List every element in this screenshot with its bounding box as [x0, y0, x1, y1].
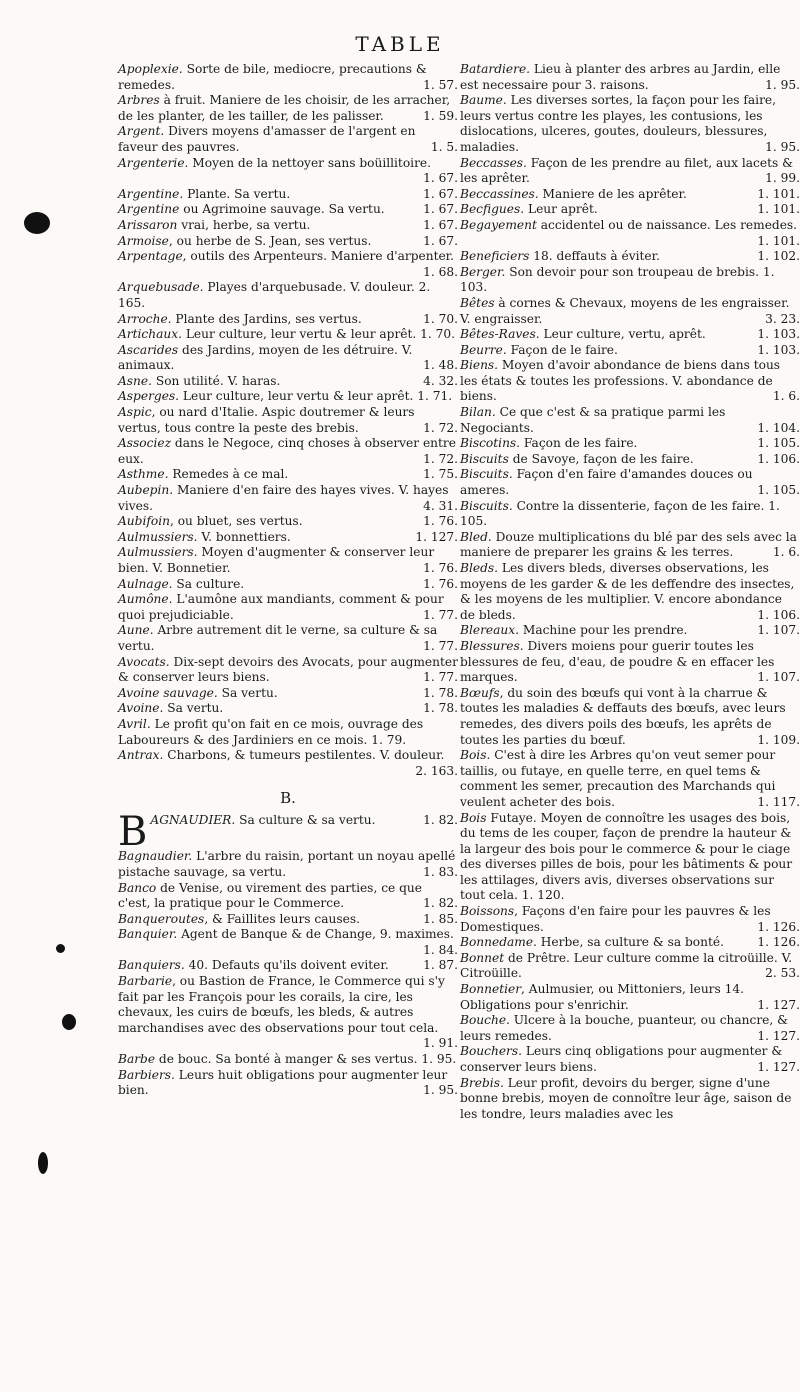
page-reference: 4. 31. [423, 498, 458, 513]
entry-description: Leur culture, leur vertu & leur aprêt. 1. 70. [181, 327, 456, 342]
entry-description: Leurs cinq obligations pour augmenter & conserver leurs biens. [460, 1044, 783, 1074]
entry-headword: Aulmussiers. [118, 529, 198, 544]
entry-description: V. bonnettiers. [197, 529, 291, 544]
index-entry [460, 62, 800, 93]
index-entry [460, 187, 800, 203]
page-reference: 1. 126. [757, 935, 800, 950]
page-reference: 1. 67. [423, 171, 458, 186]
entry-description: Sorte de bile, mediocre, precautions & remedes. [118, 62, 427, 92]
index-entry [460, 452, 800, 468]
entry-headword: Aune. [118, 623, 154, 638]
page-reference: 1. 67. [423, 202, 458, 217]
entry-headword: Argentine [118, 202, 180, 217]
page-reference: 1. 99. [765, 171, 800, 186]
entry-headword: Bouchers. [460, 1044, 522, 1059]
entry-description: Futaye. Moyen de connoître les usages des bois, du tems de les couper, façon de prendre la hauteur & la largeur des bois pour le commerce & pour le ciage des diverses pilles de bois, pour les bâtiments & pour les attilages, divers avis, diverses observations sur tout cela. 1. 120. [460, 810, 793, 903]
entry-headword: Becfigues. [460, 202, 525, 217]
index-entry [460, 358, 800, 405]
entries-b [118, 809, 458, 1099]
page-reference: 1. 127. [757, 997, 800, 1012]
index-entry [460, 405, 800, 436]
page-reference: 1. 109. [757, 732, 800, 747]
entry-description: Sa culture. [172, 576, 245, 591]
index-entry [460, 265, 800, 296]
page-reference: 1. 104. [757, 420, 800, 435]
entry-headword: Bilan. [460, 405, 496, 420]
index-entry [118, 187, 458, 203]
page-reference: 1. 77. [423, 670, 458, 685]
index-entry [118, 1052, 458, 1068]
index-entry [460, 1013, 800, 1044]
entry-description: Agent de Banque & de Change, 9. maximes. [177, 927, 454, 942]
entry-headword: Banqueroutes [118, 911, 205, 926]
index-entry [460, 156, 800, 187]
entry-description: à fruit. Maniere de les choisir, de les arracher, de les planter, de les tailler, de les palisser. [118, 93, 451, 123]
entry-headword: Beccasses. [460, 155, 527, 170]
index-entry [460, 249, 800, 265]
page-reference: 1. 95. [765, 139, 800, 154]
index-entry [460, 639, 800, 686]
entry-description: Plante. Sa vertu. [183, 186, 291, 201]
drop-cap: B [118, 809, 148, 856]
page-reference: 1. 70. [423, 311, 458, 326]
entry-description: 40. Defauts qu'ils doivent eviter. [184, 958, 389, 973]
entry-description: Playes d'arquebusade. V. douleur. 2. 165. [118, 280, 431, 310]
entry-headword: Beneficiers [460, 249, 530, 264]
index-entry [460, 686, 800, 748]
right-column [460, 62, 800, 1122]
index-entry [460, 935, 800, 951]
index-entry [118, 545, 458, 576]
entry-description: dans le Negoce, cinq choses à observer entre eux. [118, 436, 456, 466]
entry-headword: Barbarie [118, 974, 173, 989]
page-reference: 1. 95. [765, 77, 800, 92]
entry-headword: Boissons [460, 904, 515, 919]
entry-description: Charbons, & tumeurs pestilentes. V. douleur. [163, 748, 445, 763]
entry-headword: Beccassines. [460, 186, 539, 201]
entry-description: Divers moyens d'amasser de l'argent en faveur des pauvres. [118, 124, 416, 154]
entry-headword: Antrax. [118, 748, 164, 763]
index-entry [118, 912, 458, 928]
page-reference: 1. 67. [423, 233, 458, 248]
index-entry [118, 280, 458, 311]
entry-description: Remedes à ce mal. [168, 467, 289, 482]
entry-description: Douze multiplications du blé par des sels avec la maniere de preparer les grains & les terres. [460, 529, 797, 560]
entry-description: Leur aprêt. [524, 202, 598, 217]
entry-headword: Biscotins. [460, 436, 521, 451]
entry-description: , Aulmusier, ou Mittoniers, leurs 14. Obligations pour s'enrichir. [460, 982, 745, 1012]
entry-description: , & Faillites leurs causes. [204, 911, 360, 926]
entry-headword: Bonnedame. [460, 935, 537, 950]
entry-headword: Aspic [118, 405, 152, 420]
index-entry [118, 483, 458, 514]
index-entry [118, 974, 458, 1052]
entry-headword: Apoplexie. [118, 62, 183, 76]
entry-description: Leurs huit obligations pour augmenter leur bien. [118, 1067, 448, 1098]
entry-description: de bouc. Sa bonté à manger & ses vertus. 1. 95. [155, 1052, 457, 1067]
entry-headword: AGNAUDIER. [150, 813, 236, 828]
entry-headword: Arpentage [118, 249, 183, 264]
entry-headword: Bois. [460, 748, 491, 763]
page-reference: 1. 6. [772, 389, 800, 404]
entry-headword: Ascarides [118, 342, 179, 357]
page-reference: 1. 103. [757, 327, 800, 342]
entry-description: Leur profit, devoirs du berger, signe d'une bonne brebis, moyen de connoître leur âge, saison de les tondre, leurs maladies avec les [460, 1075, 792, 1121]
entry-description: Son devoir pour son troupeau de brebis. 1. 103. [460, 264, 775, 295]
entry-description: 18. deffauts à éviter. [529, 249, 660, 264]
entry-headword: Batardiere. [460, 62, 531, 76]
page-reference: 3. 23. [765, 311, 800, 326]
entry-description: L'aumône aux mandiants, comment & pour quoi prejudiciable. [118, 592, 444, 622]
entry-description: Son utilité. V. haras. [152, 373, 281, 388]
index-entry [118, 717, 458, 748]
entry-headword: Asperges. [118, 389, 180, 404]
page-reference: 1. 106. [757, 451, 800, 466]
entry-headword: Asthme. [118, 467, 169, 482]
entry-headword: Argentine. [118, 186, 184, 201]
index-entry [118, 530, 458, 546]
entry-description: Moyen de la nettoyer sans boüillitoire. [188, 155, 431, 170]
index-entry [118, 514, 458, 530]
entry-headword: Bêtes [460, 295, 495, 310]
index-entry [460, 561, 800, 623]
index-entry [118, 927, 458, 958]
entry-headword: Aulnage. [118, 576, 173, 591]
page-reference: 1. 91. [423, 1036, 458, 1051]
page-reference: 1. 57. [423, 77, 458, 92]
entry-description: Maniere de les aprêter. [538, 186, 687, 201]
page-reference: 1. 103. [757, 342, 800, 357]
entry-headword: Brebis. [460, 1075, 504, 1090]
index-entry [460, 436, 800, 452]
page-reference: 1. 67. [423, 217, 458, 232]
entry-headword: Biscuits. [460, 467, 513, 482]
index-entry [118, 312, 458, 328]
index-entry [460, 904, 800, 935]
entry-headword: Baume. [460, 93, 507, 108]
entry-headword: Biscuits. [460, 498, 513, 513]
entry-headword: Armoise [118, 233, 169, 248]
entry-description: Dix-sept devoirs des Avocats, pour augmenter & conserver leurs biens. [118, 654, 458, 685]
page-reference: 1. 105. [757, 483, 800, 498]
index-entry [118, 849, 458, 880]
index-entry [118, 701, 458, 717]
page-reference: 1. 101. [757, 233, 800, 248]
entry-description: accidentel ou de naissance. Les remedes. [536, 217, 798, 232]
page-reference: 1. 77. [423, 638, 458, 653]
entry-description: de Savoye, façon de les faire. [508, 451, 694, 466]
index-entry [460, 811, 800, 905]
entry-description: Sa vertu. [217, 685, 278, 700]
index-entry [118, 655, 458, 686]
page-reference: 1. 75. [423, 467, 458, 482]
page-reference: 4. 32. [423, 373, 458, 388]
entry-headword: Bled. [460, 529, 492, 544]
page-reference: 1. 68. [423, 264, 458, 279]
page-reference: 1. 59. [423, 108, 458, 123]
index-entry [118, 881, 458, 912]
index-entry [460, 982, 800, 1013]
entry-description: des Jardins, moyen de les détruire. V. animaux. [118, 342, 413, 373]
entry-headword: Avocats. [118, 654, 170, 669]
page-reference: 1. 76. [423, 514, 458, 529]
entry-headword: Blessures. [460, 638, 524, 653]
entry-headword: Banquier. [118, 927, 178, 942]
page-reference: 1. 72. [423, 451, 458, 466]
index-entry [460, 327, 800, 343]
page-reference: 1. 78. [423, 701, 458, 716]
index-entry [118, 327, 458, 343]
index-entry [460, 93, 800, 155]
entry-description: Moyen d'augmenter & conserver leur bien. V. Bonnetier. [118, 545, 435, 575]
page-reference: 1. 107. [757, 670, 800, 685]
index-entry [118, 748, 458, 779]
entry-headword: Aumône. [118, 592, 173, 607]
page-reference: 1. 76. [423, 561, 458, 575]
ink-blot [62, 1014, 76, 1030]
index-entry [118, 62, 458, 93]
page-reference: 1. 87. [423, 958, 458, 973]
entry-headword: Avoine sauvage. [118, 685, 218, 700]
entry-headword: Bagnaudier. [118, 849, 193, 864]
entry-description: , ou bluet, ses vertus. [169, 514, 303, 529]
entry-description: Les divers bleds, diverses observations, les moyens de les garder & de les deffendre des insectes, & les moyens de les multiplier. V. encore abondance de bleds. [460, 561, 795, 622]
index-entry [460, 951, 800, 982]
entry-description: Herbe, sa culture & sa bonté. [536, 935, 724, 950]
index-entry [118, 389, 458, 405]
entry-headword: Arroche. [118, 311, 172, 326]
entry-description: à cornes & Chevaux, moyens de les engraisser. V. engraisser. [460, 295, 790, 326]
page-reference: 1. 106. [757, 607, 800, 622]
entry-description: L'arbre du raisin, portant un noyau apellé pistache sauvage, sa vertu. [118, 849, 456, 879]
page-reference: 2. 163. [415, 763, 458, 778]
page-reference: 1. 82. [423, 896, 458, 911]
index-entry [460, 1076, 800, 1123]
page-reference: 1. 127. [415, 529, 458, 544]
page-reference: 1. 95. [423, 1083, 458, 1098]
entry-description: Machine pour les prendre. [518, 623, 688, 638]
entry-description: Divers moiens pour guerir toutes les blessures de feu, d'eau, de poudre & en effacer les marques. [460, 638, 775, 685]
entry-headword: Associez [118, 436, 172, 451]
index-entry [118, 343, 458, 374]
page-reference: 1. 117. [757, 794, 800, 809]
ink-blot [38, 1152, 48, 1174]
index-entry [460, 296, 800, 327]
page-reference: 1. 101. [757, 202, 800, 217]
entry-headword: Biens. [460, 358, 499, 373]
entry-description: Leur culture, leur vertu & leur aprêt. 1. 71. [179, 389, 453, 404]
index-entry [460, 748, 800, 810]
entry-headword: Berger. [460, 264, 506, 279]
index-entry [460, 202, 800, 218]
page-reference: 1. 67. [423, 186, 458, 201]
entries-a [118, 62, 458, 779]
page-reference: 1. 78. [423, 685, 458, 700]
entry-description: Contre la dissenterie, façon de les faire. 1. 105. [460, 498, 780, 529]
entry-headword: Artichaux. [118, 327, 182, 342]
entry-description: , ou Bastion de France, le Commerce qui s'y fait par les François pour les corails, la cire, les chevaux, les cuirs de bœufs, les bleds, & autres marchandises avec des observations pour tout cela. [118, 974, 445, 1035]
index-entry [118, 234, 458, 250]
entry-headword: Begayement [460, 217, 537, 232]
entry-headword: Bleds. [460, 561, 498, 575]
index-entry [460, 467, 800, 498]
page-reference: 1. 127. [757, 1060, 800, 1074]
entry-description: , Façons d'en faire pour les pauvres & les Domestiques. [460, 904, 771, 934]
entry-headword: Banquiers. [118, 958, 185, 973]
page-reference: 1. 85. [423, 911, 458, 926]
entry-description: Sa culture & sa vertu. [235, 813, 376, 828]
page-reference: 1. 72. [423, 420, 458, 435]
index-entry [460, 623, 800, 639]
entry-description: , outils des Arpenteurs. Maniere d'arpenter. [182, 249, 455, 264]
entry-description: Plante des Jardins, ses vertus. [171, 311, 362, 326]
index-entry [118, 374, 458, 390]
entry-headword: Biscuits [460, 451, 509, 466]
index-entry [118, 156, 458, 187]
entry-description: Leur culture, vertu, aprêt. [539, 327, 706, 342]
entry-description: Moyen d'avoir abondance de biens dans tous les états & toutes les professions. V. abondance de biens. [460, 358, 781, 404]
ink-blot [56, 944, 65, 953]
index-entry [118, 124, 458, 155]
entry-headword: Bêtes-Raves. [460, 327, 540, 342]
index-entry [118, 405, 458, 436]
entry-description: Ulcere à la bouche, puanteur, ou chancre, & leurs remedes. [460, 1013, 788, 1043]
entry-headword: Avril. [118, 716, 151, 731]
entry-headword: Bonnet [460, 950, 505, 965]
entry-description: Lieu à planter des arbres au Jardin, elle est necessaire pour 3. raisons. [460, 62, 781, 92]
page-reference: 1. 84. [423, 942, 458, 957]
page-reference: 2. 53. [765, 966, 800, 981]
entry-headword: Aubepin. [118, 483, 174, 498]
index-entry [118, 577, 458, 593]
entry-description: Façon de le faire. [506, 342, 618, 357]
entry-headword: Banco [118, 880, 157, 895]
entry-headword: Aubifoin [118, 514, 170, 529]
entry-headword: Bois [460, 810, 487, 825]
page-reference: 1. 105. [757, 436, 800, 451]
page-reference: 1. 48. [423, 358, 458, 373]
index-entry [460, 499, 800, 530]
index-entry [118, 686, 458, 702]
ink-blot [24, 212, 50, 234]
page-reference: 1. 6. [772, 545, 800, 560]
entry-description: Maniere d'en faire des hayes vives. V. hayes vives. [118, 483, 449, 513]
index-entry [118, 623, 458, 654]
left-column [118, 62, 458, 1099]
index-entry [118, 809, 458, 856]
entry-description: Arbre autrement dit le verne, sa culture & sa vertu. [118, 623, 438, 653]
index-entry [460, 1044, 800, 1075]
entry-headword: Bœufs [460, 685, 500, 700]
entry-description: Façon de les faire. [520, 436, 638, 451]
index-entry [118, 218, 458, 234]
page-reference: 1. 107. [757, 623, 800, 638]
entry-description: de Prêtre. Leur culture comme la citroüille. V. Citroüille. [460, 950, 793, 981]
entry-description: ou Agrimoine sauvage. Sa vertu. [179, 202, 385, 217]
page-reference: 1. 102. [757, 249, 800, 264]
entry-headword: Barbe [118, 1052, 156, 1067]
index-entry [118, 1068, 458, 1099]
entry-description: Les diverses sortes, la façon pour les faire, leurs vertus contre les playes, les contusions, les dislocations, ulceres, goutes, douleurs, blessures, maladies. [460, 93, 776, 154]
page-reference: 1. 77. [423, 607, 458, 622]
section-letter: B. [280, 789, 296, 808]
entry-headword: Aulmussiers. [118, 545, 198, 560]
entry-headword: Asne. [118, 373, 152, 388]
index-entry [118, 958, 458, 974]
index-entry [118, 249, 458, 280]
entry-description: , du soin des bœufs qui vont à la charrue & toutes les maladies & deffauts des bœufs, avec leurs remedes, des divers poils des bœufs, les aprêts de toutes les parties du bœuf. [460, 685, 786, 747]
entry-headword: Arbres [118, 93, 160, 108]
page-reference: 1. 76. [423, 576, 458, 591]
entry-headword: Argent. [118, 124, 165, 139]
entry-description: vrai, herbe, sa vertu. [177, 217, 311, 232]
page-reference: 1. 5. [430, 139, 458, 154]
entry-description: , ou nard d'Italie. Aspic doutremer & leurs vertus, tous contre la peste des brebis. [118, 405, 415, 435]
entry-headword: Arquebusade. [118, 280, 204, 295]
entry-description: de Venise, ou virement des parties, ce que c'est, la pratique pour le Commerce. [118, 880, 422, 911]
entry-headword: Arissaron [118, 217, 178, 232]
index-entry [460, 530, 800, 561]
index-entry [118, 202, 458, 218]
entry-headword: Beurre. [460, 342, 507, 357]
entry-description: Ce que c'est & sa pratique parmi les Negociants. [460, 405, 726, 435]
index-entry [460, 343, 800, 359]
entry-description: Sa vertu. [163, 701, 224, 716]
entry-description: Façon d'en faire d'amandes douces ou ameres. [460, 467, 753, 498]
entry-headword: Blereaux. [460, 623, 519, 638]
entry-description: Façon de les prendre au filet, aux lacets & les aprêter. [460, 155, 793, 186]
index-entry [118, 592, 458, 623]
entry-headword: Argenterie. [118, 155, 189, 170]
page-title: TABLE [355, 32, 445, 56]
entry-headword: Barbiers. [118, 1067, 175, 1082]
index-entry [118, 436, 458, 467]
entry-description: C'est à dire les Arbres qu'on veut semer pour taillis, ou futaye, en quelle terre, en quel tems & comment les semer, precaution des Marchands qui veulent acheter des bois. [460, 748, 776, 809]
page-reference: 1. 83. [423, 864, 458, 879]
page-reference: 1. 101. [757, 186, 800, 201]
entry-description: , ou herbe de S. Jean, ses vertus. [168, 233, 372, 248]
entry-description: Le profit qu'on fait en ce mois, ouvrage des Laboureurs & des Jardiniers en ce mois. 1. 79. [118, 716, 424, 747]
entry-headword: Bouche. [460, 1013, 510, 1028]
index-entry [118, 93, 458, 124]
entry-headword: Avoine. [118, 701, 164, 716]
page-reference: 1. 126. [757, 919, 800, 934]
page-reference: 1. 127. [757, 1028, 800, 1043]
index-entry [460, 218, 800, 249]
index-entry [118, 467, 458, 483]
entry-headword: Bonnetier [460, 982, 522, 997]
page-reference: 1. 82. [423, 813, 458, 828]
